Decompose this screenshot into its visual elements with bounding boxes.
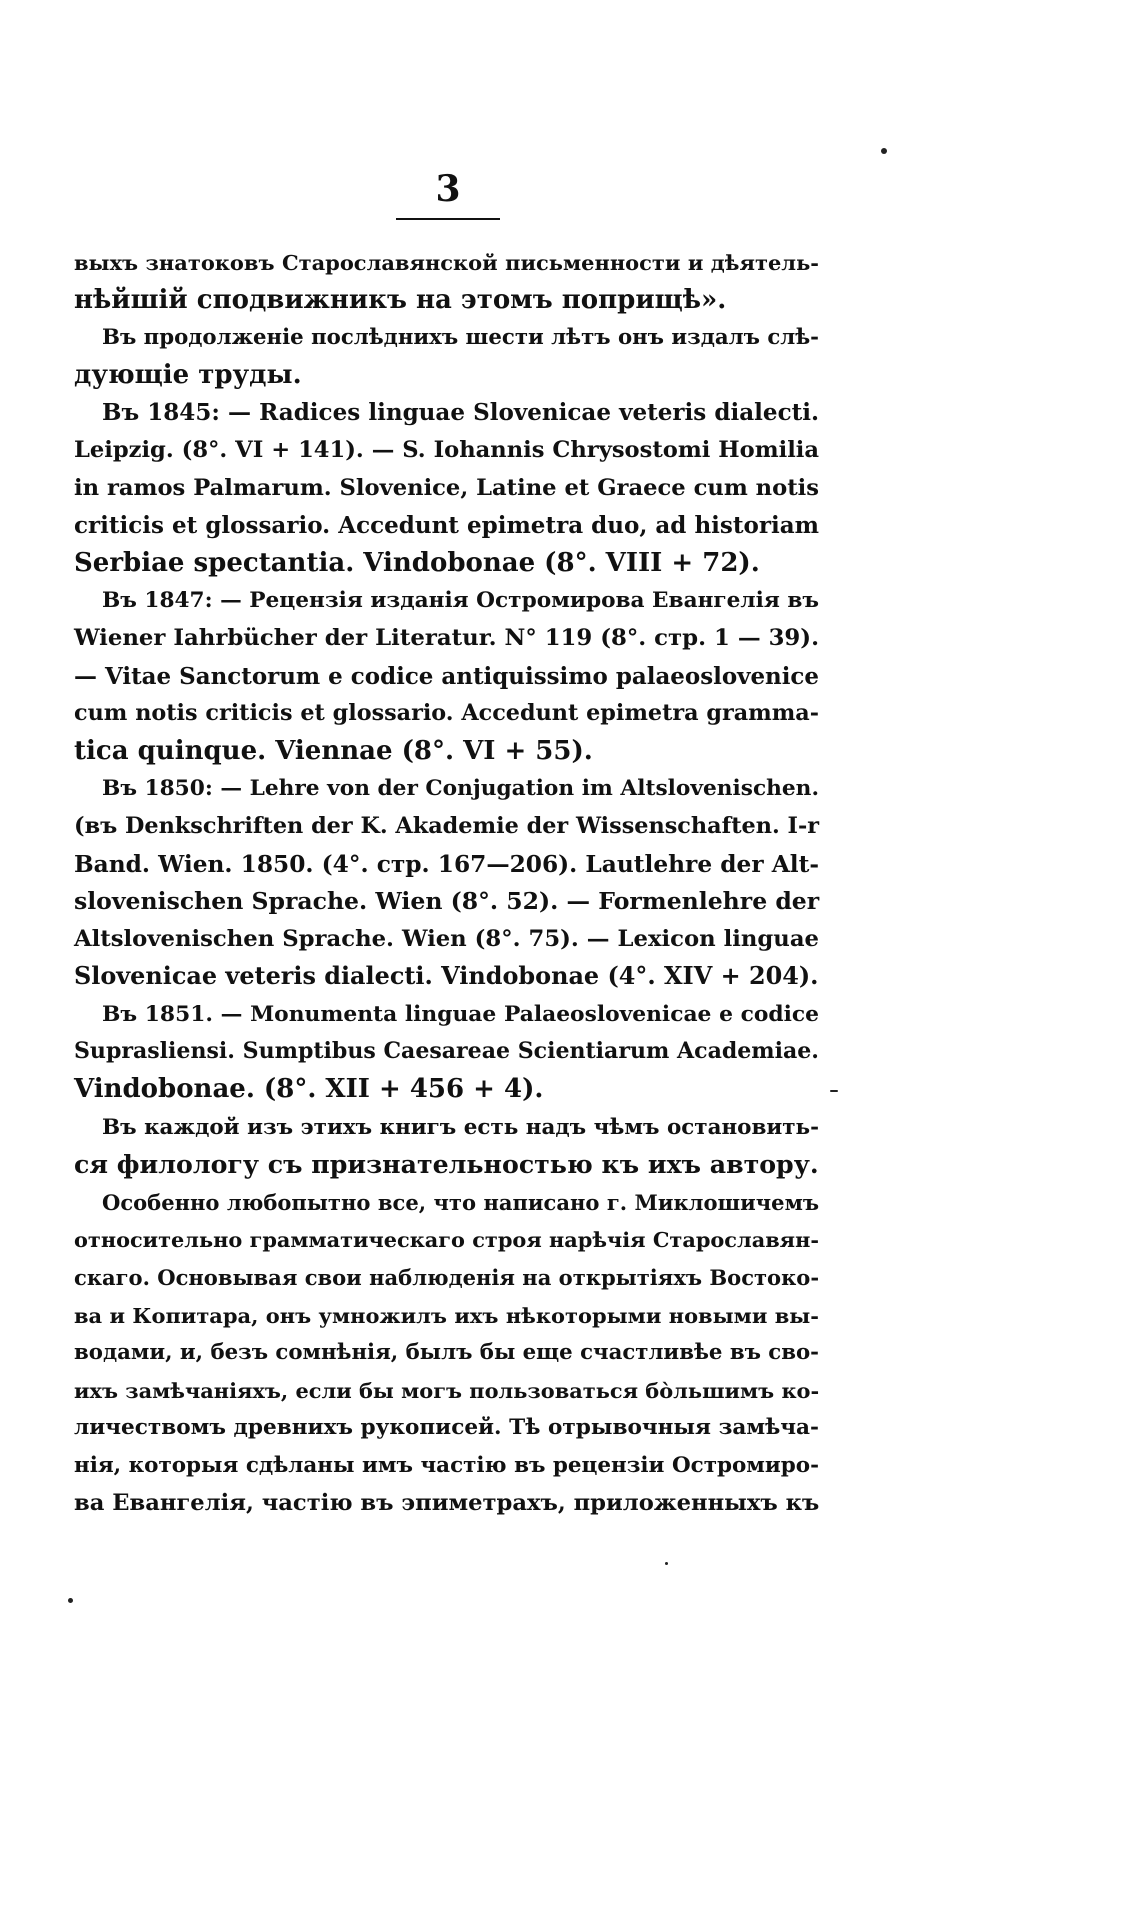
page-number-rule — [396, 218, 500, 220]
text-line: ся филологу съ признательностью къ ихъ автору. — [74, 1149, 819, 1180]
text-line: личествомъ древнихъ рукописей. Тѣ отрывочныя замѣча- — [74, 1415, 819, 1441]
text-line: Leipzig. (8°. VI + 141). — S. Iohannis Chrysostomi Homilia — [74, 436, 819, 463]
text-line: Wiener Iahrbücher der Literatur. N° 119 (8°. стр. 1 — 39). — [74, 624, 819, 651]
text-line: ихъ замѣчаніяхъ, если бы могъ пользоваться бо̀льшимъ ко- — [74, 1377, 820, 1403]
text-line: Altslovenischen Sprache. Wien (8°. 75). — Lexicon linguae — [74, 925, 819, 952]
text-line: ва и Копитара, онъ умножилъ ихъ нѣкоторыми новыми вы- — [74, 1302, 819, 1328]
text-line: скаго. Основывая свои наблюденія на открытіяхъ Востоко- — [74, 1265, 820, 1291]
text-line: Vindobonae. (8°. XII + 456 + 4). — [74, 1074, 544, 1105]
text-line: Въ 1845: — Radices linguae Slovenicae veteris dialecti. — [102, 399, 819, 427]
text-line: slovenischen Sprache. Wien (8°. 52). — Formenlehre der — [74, 887, 820, 916]
text-line: (въ Denkschriften der K. Akademie der Wissenschaften. I-r — [74, 812, 819, 839]
text-line: Особенно любопытно все, что написано г. Миклошичемъ — [102, 1189, 819, 1215]
paper-speck — [68, 1598, 73, 1603]
text-line: in ramos Palmarum. Slovenice, Latine et Graece cum notis — [74, 474, 819, 501]
text-line: cum notis criticis et glossario. Accedunt epimetra gramma- — [74, 700, 819, 727]
text-line: дующіе труды. — [74, 359, 302, 390]
text-line: ва Евангелія, частію въ эпиметрахъ, приложенныхъ къ — [74, 1489, 820, 1516]
text-line: Suprasliensi. Sumptibus Caesareae Scientiarum Academiae. — [74, 1038, 819, 1065]
text-line: выхъ знатоковъ Старославянской письменности и дѣятель- — [74, 250, 819, 275]
text-line: Въ 1851. — Monumenta linguae Palaeoslovenicae e codice — [102, 1001, 819, 1027]
text-line: — Vitae Sanctorum e codice antiquissimo palaeoslovenice — [74, 662, 819, 690]
text-line: Serbiae spectantia. Vindobonae (8°. VIII + 72). — [74, 547, 760, 578]
text-line: нія, которыя сдѣланы имъ частію въ рецензіи Остромиро- — [74, 1453, 819, 1478]
text-line: Въ 1847: — Рецензія изданія Остромирова Евангелія въ — [102, 588, 819, 614]
text-line: водами, и, безъ сомнѣнія, былъ бы еще счастливѣе въ сво- — [74, 1340, 819, 1366]
body-text — [74, 244, 819, 1522]
text-line: criticis et glossario. Accedunt epimetra duo, ad historiam — [74, 512, 819, 540]
text-line: относительно грамматическаго строя нарѣчія Старославян- — [74, 1227, 819, 1253]
paper-speck — [830, 1090, 838, 1092]
paper-speck — [665, 1562, 668, 1565]
text-line: нѣйшій сподвижникъ на этомъ поприщѣ». — [74, 284, 727, 315]
text-line: Въ продолженіе послѣднихъ шести лѣтъ онъ издалъ слѣ- — [102, 325, 819, 351]
paper-speck — [881, 148, 887, 154]
text-line: Band. Wien. 1850. (4°. стр. 167—206). Lautlehre der Alt- — [74, 850, 819, 878]
page-number: 3 — [435, 168, 461, 210]
text-line: Въ 1850: — Lehre von der Conjugation im Altslovenischen. — [102, 776, 819, 802]
text-line: Въ каждой изъ этихъ книгъ есть надъ чѣмъ остановить- — [102, 1114, 819, 1140]
text-line: tica quinque. Viennae (8°. VI + 55). — [74, 735, 593, 766]
text-line: Slovenicae veteris dialecti. Vindobonae (4°. XIV + 204). — [74, 962, 819, 991]
